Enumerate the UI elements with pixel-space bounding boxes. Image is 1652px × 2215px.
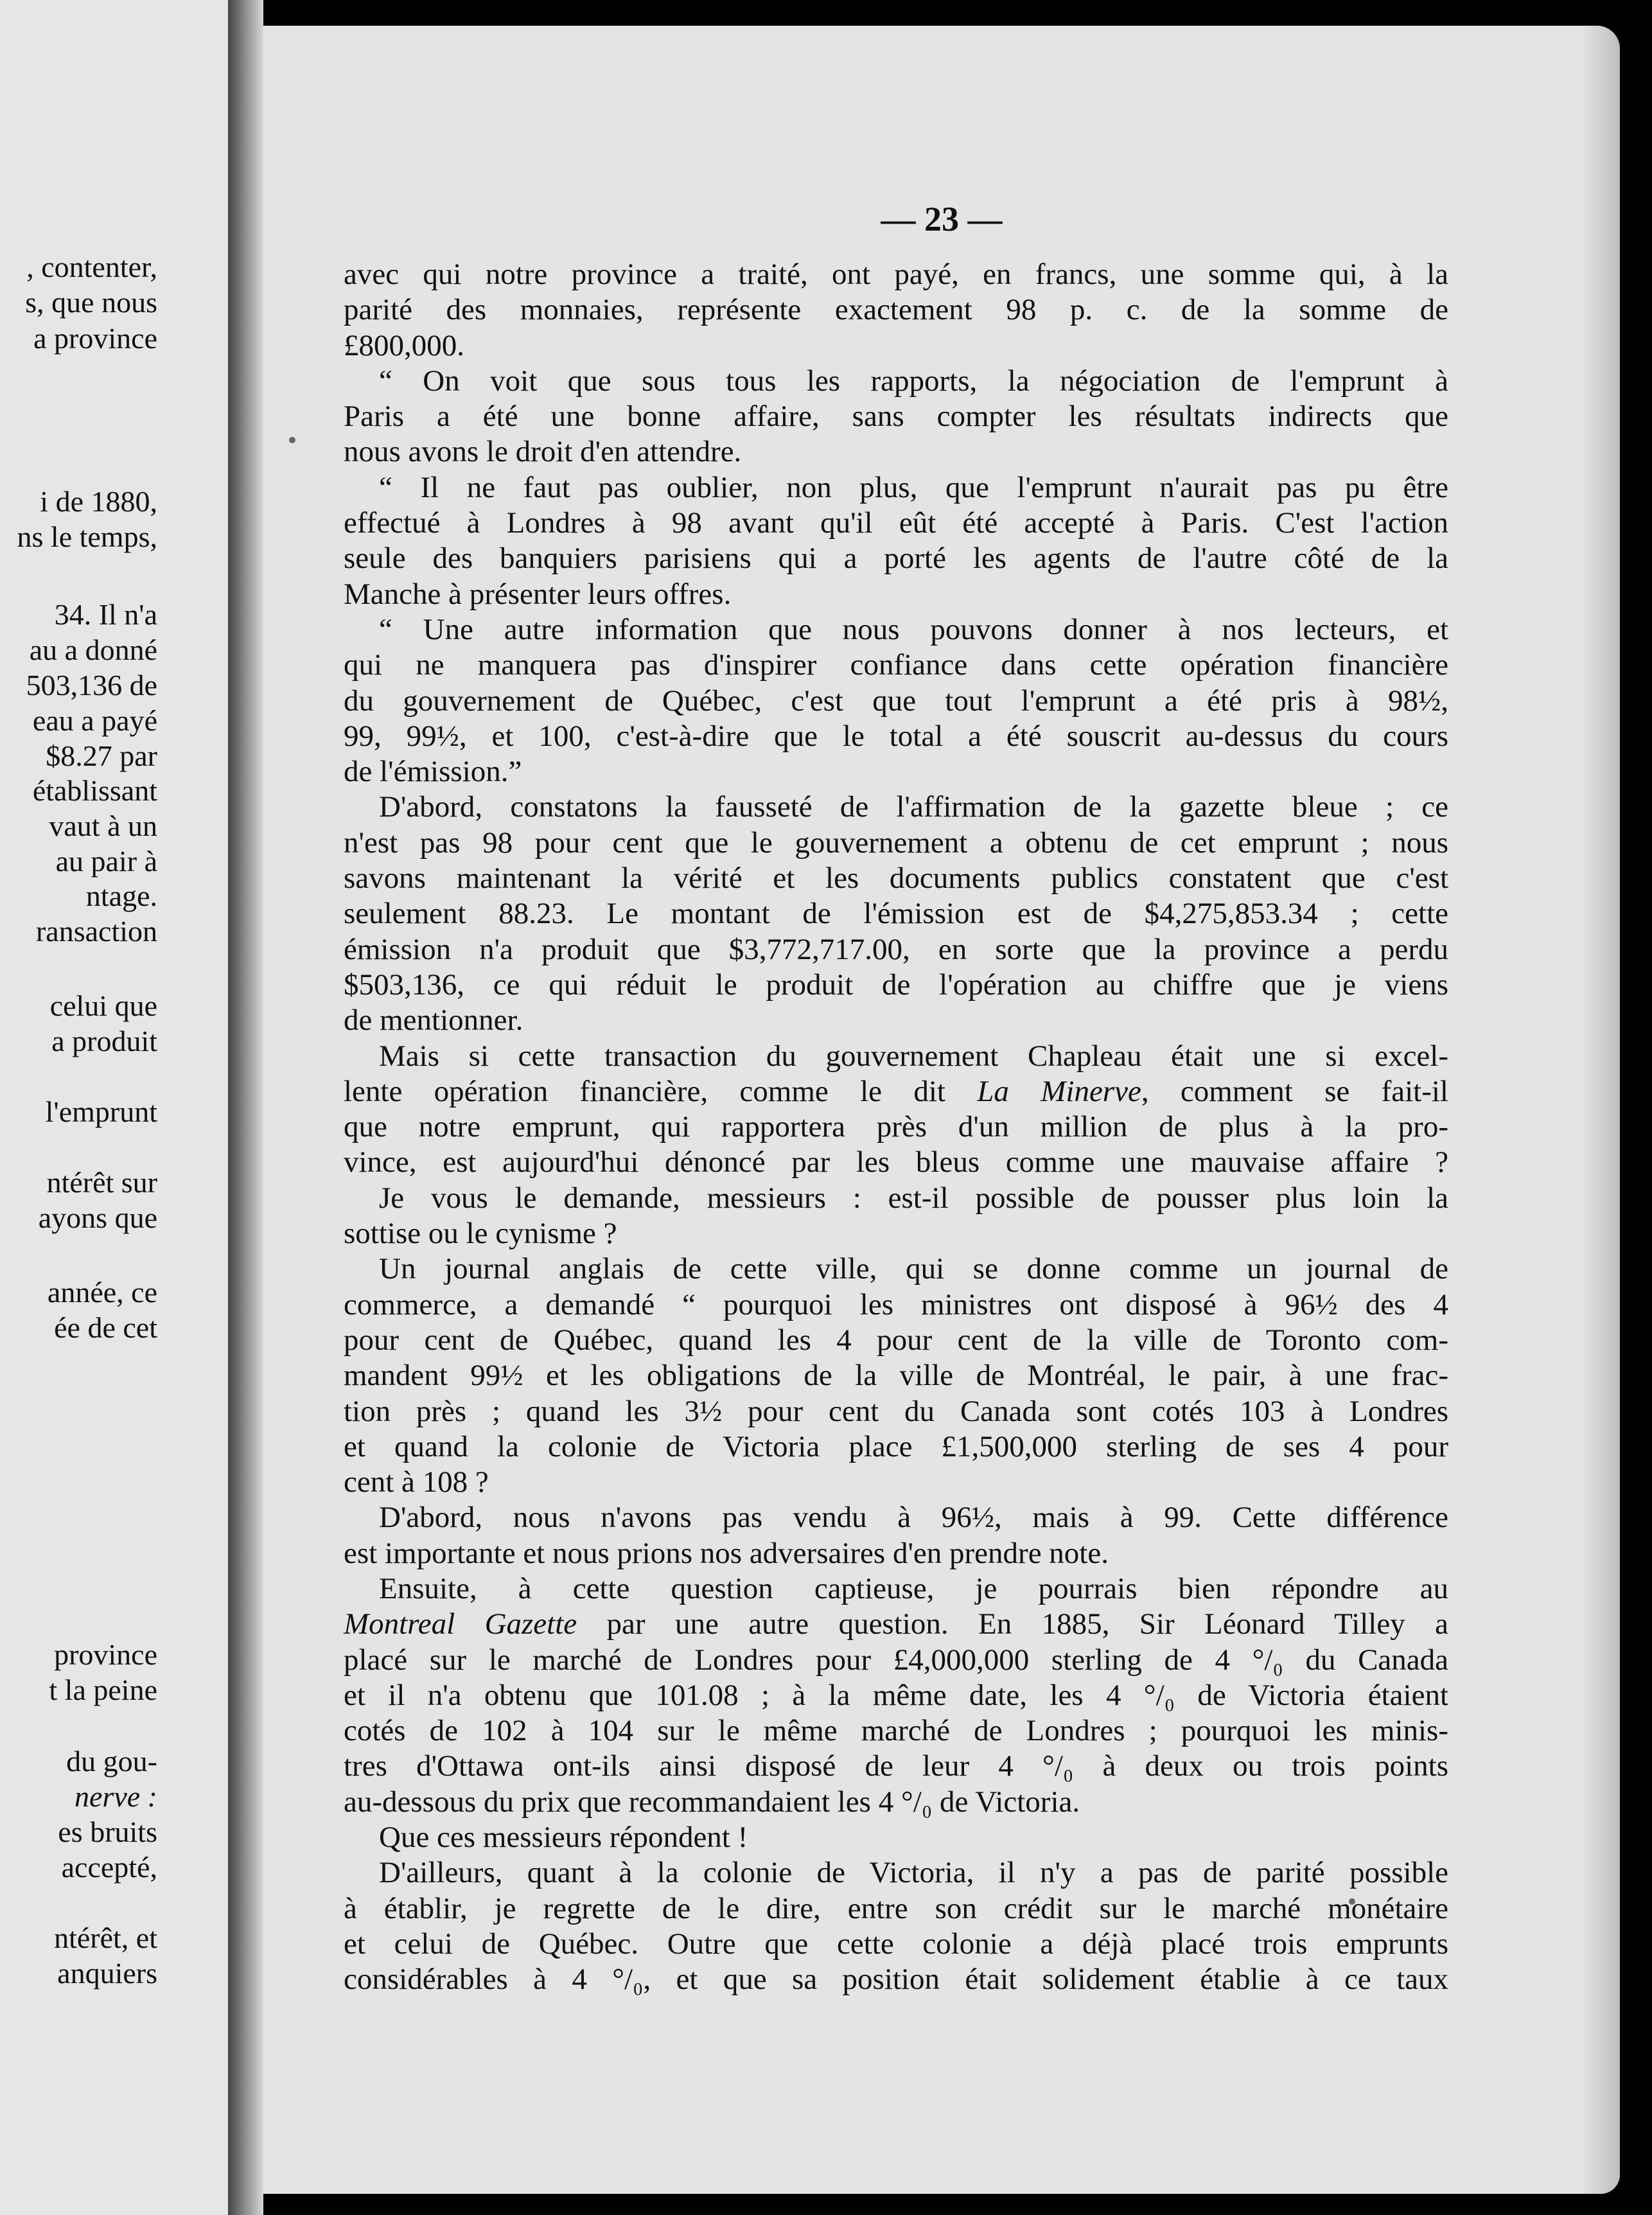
left-page-fragment: anquiers — [57, 1957, 157, 1990]
left-page-fragment: ayons que — [38, 1201, 157, 1234]
body-text — [344, 257, 1448, 1998]
text-line: mandent 99½ et les obligations de la ville de Montréal, le pair, à une frac- — [344, 1359, 1448, 1393]
text-line: Paris a été une bonne affaire, sans compter les résultats indirects que — [344, 400, 1448, 434]
text-line: commerce, a demandé “ pourquoi les ministres ont disposé à 96½ des 4 — [344, 1287, 1448, 1321]
text-line: Mais si cette transaction du gouvernement Chapleau était une si excel- — [379, 1039, 1448, 1073]
text-line: émission n'a produit que $3,772,717.00, en sorte que la province a perdu — [344, 932, 1448, 966]
left-page-fragment: ntérêt, et — [54, 1921, 157, 1954]
text-line: à établir, je regrette de le dire, entre son crédit sur le marché monétaire — [344, 1891, 1448, 1925]
text-line: “ Il ne faut pas oublier, non plus, que l'emprunt n'aurait pas pu être — [379, 470, 1448, 504]
text-line: et quand la colonie de Victoria place £1,500,000 sterling de ses 4 pour — [344, 1429, 1448, 1463]
left-page-fragment: vaut à un — [49, 809, 157, 842]
text-line: cotés de 102 à 104 sur le même marché de Londres ; pourquoi les minis- — [344, 1714, 1448, 1748]
text-line: de l'émission.” — [344, 755, 522, 789]
left-page-fragment: ns le temps, — [17, 520, 157, 553]
left-page-fragment: accepté, — [61, 1851, 157, 1884]
text-line: pour cent de Québec, quand les 4 pour cent de la ville de Toronto com- — [344, 1323, 1448, 1357]
text-line: cent à 108 ? — [344, 1465, 489, 1499]
text-line: Manche à présenter leurs offres. — [344, 577, 732, 611]
text-line: considérables à 4 °/₀, et que sa position était solidement établie à ce taux — [344, 1963, 1448, 1997]
left-page-fragment: au pair à — [55, 845, 157, 878]
text-line: “ Une autre information que nous pouvons donner à nos lecteurs, et — [379, 612, 1448, 646]
left-page-fragment: nerve : — [75, 1780, 157, 1813]
text-line: tres d'Ottawa ont-ils ainsi disposé de leur 4 °/₀ à deux ou trois points — [344, 1749, 1448, 1783]
left-page-fragment: i de 1880, — [40, 485, 157, 518]
text-line: du gouvernement de Québec, c'est que tout l'emprunt a été pris à 98½, — [344, 684, 1448, 718]
text-line: seulement 88.23. Le montant de l'émission est de $4,275,853.34 ; cette — [344, 897, 1448, 931]
left-page-fragment: es bruits — [58, 1815, 157, 1848]
left-page-fragment: , contenter, — [26, 251, 157, 283]
text-line: Que ces messieurs répondent ! — [379, 1821, 748, 1855]
scan-speck — [289, 437, 295, 443]
page-edge-shadow — [1581, 26, 1620, 2194]
text-line: D'abord, constatons la fausseté de l'affirmation de la gazette bleue ; ce — [379, 790, 1448, 824]
left-page-fragment: 503,136 de — [26, 669, 157, 702]
left-page-fragment: t la peine — [49, 1673, 157, 1706]
text-line: “ On voit que sous tous les rapports, la négociation de l'emprunt à — [379, 364, 1448, 398]
text-line: placé sur le marché de Londres pour £4,000,000 sterling de 4 °/₀ du Canada — [344, 1643, 1448, 1677]
text-line: Montreal Gazette par une autre question. En 1885, Sir Léonard Tilley a — [344, 1607, 1448, 1641]
left-page-fragment: du gou- — [66, 1745, 157, 1778]
left-page-fragment: 34. Il n'a — [54, 598, 157, 631]
text-line: vince, est aujourd'hui dénoncé par les bleus comme une mauvaise affaire ? — [344, 1145, 1448, 1179]
left-page-fragment: eau a payé — [32, 704, 157, 737]
book-gutter — [228, 0, 263, 2215]
left-page-fragment: au a donné — [29, 633, 157, 666]
left-page-fragment: a province — [33, 322, 157, 355]
text-line: effectué à Londres à 98 avant qu'il eût été accepté à Paris. C'est l'action — [344, 506, 1448, 540]
left-page-fragment: s, que nous — [25, 286, 157, 319]
text-line: D'ailleurs, quant à la colonie de Victoria, il n'y a pas de parité possible — [379, 1856, 1448, 1890]
facing-page-left — [0, 0, 230, 2215]
page-number: — 23 — — [881, 200, 1003, 238]
text-line: et celui de Québec. Outre que cette colonie a déjà placé trois emprunts — [344, 1927, 1448, 1961]
text-line: qui ne manquera pas d'inspirer confiance dans cette opération financière — [344, 648, 1448, 682]
text-line: tion près ; quand les 3½ pour cent du Canada sont cotés 103 à Londres — [344, 1394, 1448, 1428]
left-page-fragment: ntage. — [85, 879, 157, 912]
left-page-fragment: l'emprunt — [45, 1095, 157, 1128]
text-line: Je vous le demande, messieurs : est-il possible de pousser plus loin la — [379, 1181, 1448, 1215]
text-line: savons maintenant la vérité et les documents publics constatent que c'est — [344, 861, 1448, 896]
text-line: D'abord, nous n'avons pas vendu à 96½, mais à 99. Cette différence — [379, 1501, 1448, 1535]
text-line: n'est pas 98 pour cent que le gouvernement a obtenu de cet emprunt ; nous — [344, 825, 1448, 860]
left-page-fragment: province — [54, 1638, 157, 1671]
left-page-fragment: celui que — [49, 989, 157, 1022]
text-line: parité des monnaies, représente exactement 98 p. c. de la somme de — [344, 293, 1448, 327]
text-line: est importante et nous prions nos adversaires d'en prendre note. — [344, 1536, 1109, 1570]
text-line: et il n'a obtenu que 101.08 ; à la même date, les 4 °/₀ de Victoria étaient — [344, 1678, 1448, 1712]
text-line: 99, 99½, et 100, c'est-à-dire que le total a été souscrit au-dessus du cours — [344, 719, 1448, 753]
text-line: sottise ou le cynisme ? — [344, 1217, 617, 1251]
text-line: nous avons le droit d'en attendre. — [344, 435, 742, 469]
text-line: de mentionner. — [344, 1003, 523, 1037]
left-page-fragment: ntérêt sur — [46, 1166, 157, 1199]
text-line: que notre emprunt, qui rapportera près d'un million de plus à la pro- — [344, 1110, 1448, 1144]
text-line: Ensuite, à cette question captieuse, je pourrais bien répondre au — [379, 1571, 1448, 1605]
text-line: $503,136, ce qui réduit le produit de l'opération au chiffre que je viens — [344, 967, 1448, 1002]
text-line: £800,000. — [344, 328, 464, 362]
text-line: avec qui notre province a traité, ont payé, en francs, une somme qui, à la — [344, 258, 1448, 291]
left-page-fragment: ée de cet — [54, 1311, 157, 1344]
left-page-fragment: a produit — [51, 1025, 157, 1057]
text-line: seule des banquiers parisiens qui a porté les agents de l'autre côté de la — [344, 542, 1448, 576]
left-page-fragment: établissant — [32, 774, 157, 807]
left-page-fragment: année, ce — [47, 1276, 157, 1309]
text-line: au-dessous du prix que recommandaient les 4 °/₀ de Victoria. — [344, 1785, 1080, 1819]
left-page-fragment: $8.27 par — [46, 739, 157, 772]
text-line: lente opération financière, comme le dit La Minerve, comment se fait-il — [344, 1074, 1448, 1108]
page — [263, 26, 1620, 2194]
text-line: Un journal anglais de cette ville, qui se donne comme un journal de — [379, 1252, 1448, 1286]
left-page-fragment: ransaction — [35, 915, 157, 948]
